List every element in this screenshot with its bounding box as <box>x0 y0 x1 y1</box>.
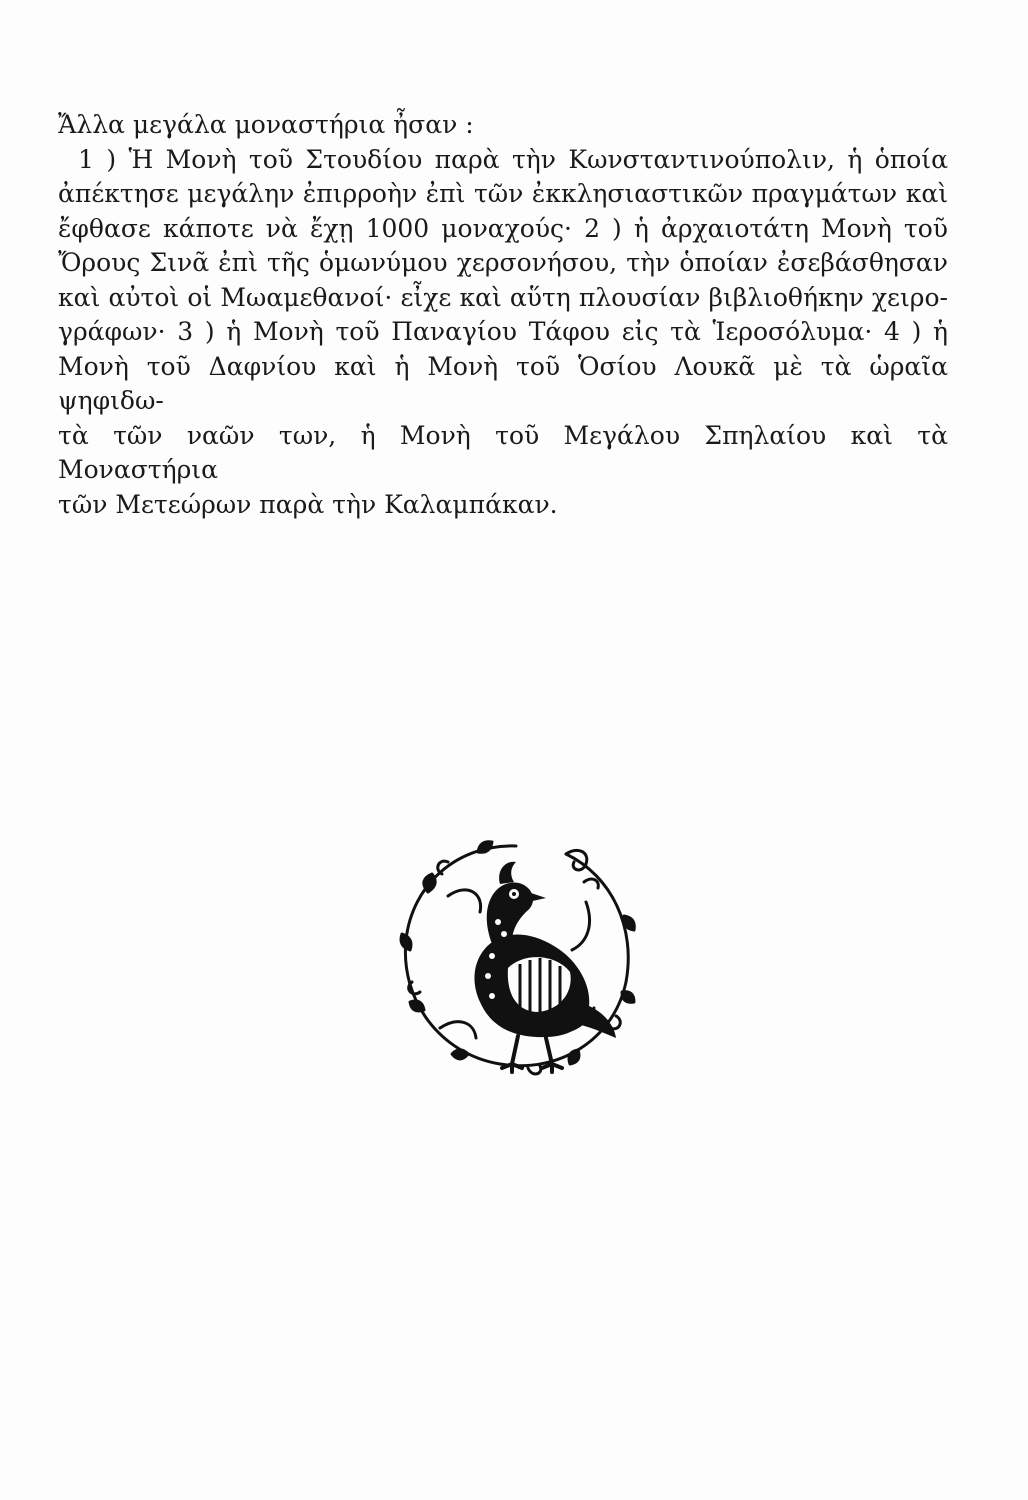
text-line-6: γράφων· 3 ) ἡ Μονὴ τοῦ Παναγίου Τάφου εἰς τὰ Ἱεροσόλυμα· 4 ) ἡ <box>58 317 948 346</box>
text-line-5: καὶ αὐτοὶ οἱ Μωαμεθανοί· εἶχε καὶ αὕτη πλουσίαν βιβλιοθήκην χειρο- <box>58 282 948 312</box>
text-line-9: τῶν Μετεώρων παρὰ τὴν Καλαμπάκαν. <box>58 489 558 519</box>
text-line-3: ἔφθασε κάποτε νὰ ἔχῃ 1000 μοναχούς· 2 ) ἡ ἀρχαιοτάτη Μονὴ τοῦ <box>58 213 948 243</box>
text-line-intro: Ἄλλα μεγάλα μοναστήρια ἦσαν : <box>58 110 474 139</box>
text-line-2: ἀπέκτησε μεγάλην ἐπιρροὴν ἐπὶ τῶν ἐκκλησιαστικῶν πραγμάτων καὶ <box>58 179 948 208</box>
text-line-7: Μονὴ τοῦ Δαφνίου καὶ ἡ Μονὴ τοῦ Ὁσίου Λουκᾶ μὲ τὰ ὡραῖα ψηφιδω- <box>58 351 948 415</box>
text-line-4: Ὄρους Σινᾶ ἐπὶ τῆς ὁμωνύμου χερσονήσου, τὴν ὁποίαν ἐσεβάσθησαν <box>58 248 948 277</box>
bird-in-vine-circle-icon <box>388 832 644 1080</box>
body-text <box>58 108 948 522</box>
text-line-1: 1 ) Ἡ Μονὴ τοῦ Στουδίου παρὰ τὴν Κωνσταντινούπολιν, ἡ ὁποία <box>78 144 948 174</box>
text-line-8: τὰ τῶν ναῶν των, ἡ Μονὴ τοῦ Μεγάλου Σπηλαίου καὶ τὰ Μοναστήρια <box>58 420 948 484</box>
